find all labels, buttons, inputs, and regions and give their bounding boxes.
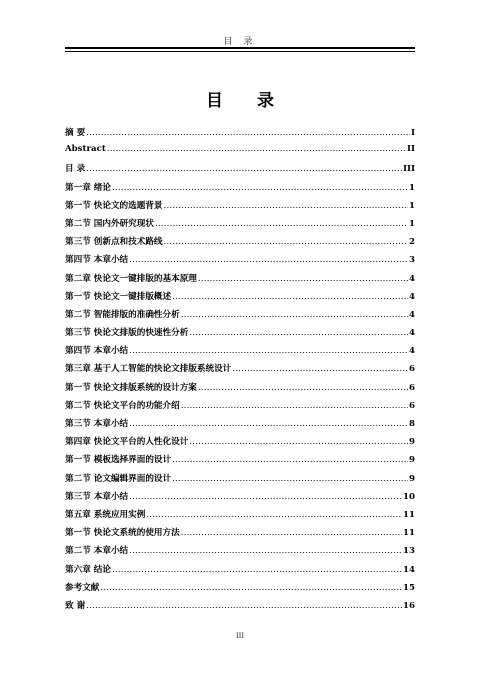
page-title: 目 录 (206, 91, 288, 111)
toc-entry-page: 11 (403, 528, 415, 539)
toc-entry-label: 第二节 国内外研究现状 (65, 218, 154, 229)
toc-entry-label: 第三节 快论文排版的快速性分析 (65, 328, 189, 339)
dot-leader (189, 328, 408, 338)
dot-leader (129, 346, 408, 356)
toc-entry-page: 6 (409, 400, 415, 411)
toc-entry-page: 15 (403, 582, 415, 593)
dot-leader (181, 310, 408, 320)
table-of-contents (65, 126, 415, 617)
toc-entry-label: Abstract (65, 144, 106, 155)
toc-entry[interactable] (65, 362, 415, 380)
toc-entry-page: 3 (409, 255, 415, 266)
toc-entry-page: 2 (409, 237, 415, 248)
dot-leader (172, 455, 408, 465)
toc-entry[interactable] (65, 235, 415, 253)
toc-entry-label: 第五章 系统应用实例 (65, 509, 146, 520)
toc-entry[interactable] (65, 381, 415, 399)
toc-entry-label: 第四节 本章小结 (65, 255, 129, 266)
running-header: 目 录 (223, 37, 257, 47)
toc-entry-label: 第二节 论文编辑界面的设计 (65, 473, 172, 484)
dot-leader (189, 437, 408, 447)
toc-entry[interactable] (65, 526, 415, 544)
toc-entry-label: 第三节 创新点和技术路线 (65, 237, 163, 248)
toc-entry-label: 第二节 本章小结 (65, 546, 129, 557)
toc-entry-label: 第一节 快论文系统的使用方法 (65, 528, 180, 539)
toc-entry-page: I (410, 128, 415, 138)
toc-entry[interactable] (65, 199, 415, 217)
toc-entry[interactable] (65, 144, 415, 162)
toc-entry-page: 9 (409, 473, 415, 484)
toc-entry[interactable] (65, 308, 415, 326)
toc-entry-label: 第四章 快论文平台的人性化设计 (65, 437, 189, 448)
toc-entry[interactable] (65, 417, 415, 435)
toc-entry-page: 1 (409, 182, 415, 193)
toc-entry-label: 目 录 (65, 164, 86, 175)
dot-leader (129, 419, 408, 429)
toc-entry-label: 第一节 快论文的选题背景 (65, 200, 163, 211)
toc-entry-label: 第二节 智能排版的准确性分析 (65, 309, 180, 320)
toc-entry-page: 8 (409, 419, 415, 429)
toc-entry[interactable] (65, 472, 415, 490)
toc-entry-page: 4 (409, 309, 415, 320)
toc-entry-label: 第一节 快论文一键排版概述 (65, 291, 172, 302)
toc-entry-label: 第三节 本章小结 (65, 419, 129, 429)
toc-entry[interactable] (65, 344, 415, 362)
toc-entry[interactable] (65, 453, 415, 471)
dot-leader (129, 546, 402, 556)
dot-leader (164, 201, 408, 211)
toc-entry-label: 参考文献 (65, 582, 100, 593)
dot-leader (86, 164, 402, 174)
toc-entry-page: 4 (409, 346, 415, 357)
toc-entry-page: II (406, 144, 415, 155)
toc-entry[interactable] (65, 326, 415, 344)
dot-leader (129, 255, 408, 265)
toc-entry[interactable] (65, 508, 415, 526)
dot-leader (232, 364, 408, 374)
toc-entry-page: 9 (409, 455, 415, 466)
dot-leader (172, 292, 408, 302)
toc-entry-page: 1 (409, 200, 415, 211)
toc-entry-page: 13 (403, 546, 415, 557)
toc-entry-page: 11 (403, 509, 415, 520)
toc-entry-label: 第三章 基于人工智能的快论文排版系统设计 (65, 364, 232, 375)
toc-entry[interactable] (65, 581, 415, 599)
toc-entry-page: 14 (403, 564, 415, 575)
toc-entry-label: 第六章 结论 (65, 564, 111, 575)
toc-entry[interactable] (65, 272, 415, 290)
toc-entry-page: 4 (409, 273, 415, 284)
toc-entry-page: 4 (409, 328, 415, 339)
toc-entry-page: 10 (403, 491, 415, 502)
dot-leader (181, 401, 408, 411)
toc-entry[interactable] (65, 490, 415, 508)
toc-entry-page: 6 (409, 382, 415, 393)
toc-entry[interactable] (65, 544, 415, 562)
toc-entry-page: 1 (409, 218, 415, 229)
toc-entry-page: III (402, 164, 415, 175)
toc-entry[interactable] (65, 599, 415, 617)
dot-leader (112, 183, 408, 193)
toc-entry-label: 第四节 本章小结 (65, 346, 129, 357)
dot-leader (112, 565, 402, 575)
dot-leader (107, 144, 406, 154)
dot-leader (164, 237, 408, 247)
toc-entry-label: 第三节 本章小结 (65, 491, 129, 502)
dot-leader (146, 510, 402, 520)
dot-leader (198, 383, 408, 393)
dot-leader (172, 474, 408, 484)
toc-entry[interactable] (65, 435, 415, 453)
dot-leader (86, 601, 402, 611)
toc-entry-page: 6 (409, 364, 415, 375)
toc-entry-label: 第一节 模板选择界面的设计 (65, 455, 172, 466)
page-number: III (235, 632, 245, 640)
toc-entry-page: 16 (403, 600, 415, 611)
toc-entry-label: 摘 要 (65, 128, 86, 138)
toc-entry[interactable] (65, 563, 415, 581)
toc-entry[interactable] (65, 217, 415, 235)
toc-entry[interactable] (65, 126, 415, 144)
toc-entry-label: 致 谢 (65, 600, 86, 611)
toc-entry[interactable] (65, 253, 415, 271)
toc-entry[interactable] (65, 399, 415, 417)
toc-entry-label: 第一节 快论文排版系统的设计方案 (65, 382, 197, 393)
toc-entry[interactable] (65, 290, 415, 308)
toc-entry-page: 4 (409, 291, 415, 302)
dot-leader (86, 128, 410, 138)
dot-leader (181, 528, 402, 538)
dot-leader (198, 274, 408, 284)
header-rule (65, 47, 415, 52)
dot-leader (155, 219, 408, 229)
toc-entry-label: 第一章 绪论 (65, 182, 111, 193)
toc-entry[interactable] (65, 181, 415, 199)
toc-entry[interactable] (65, 162, 415, 180)
toc-entry-label: 第二节 快论文平台的功能介绍 (65, 400, 180, 411)
toc-entry-page: 9 (409, 437, 415, 448)
toc-entry-label: 第二章 快论文一键排版的基本原理 (65, 273, 197, 284)
dot-leader (129, 492, 402, 502)
dot-leader (100, 583, 402, 593)
